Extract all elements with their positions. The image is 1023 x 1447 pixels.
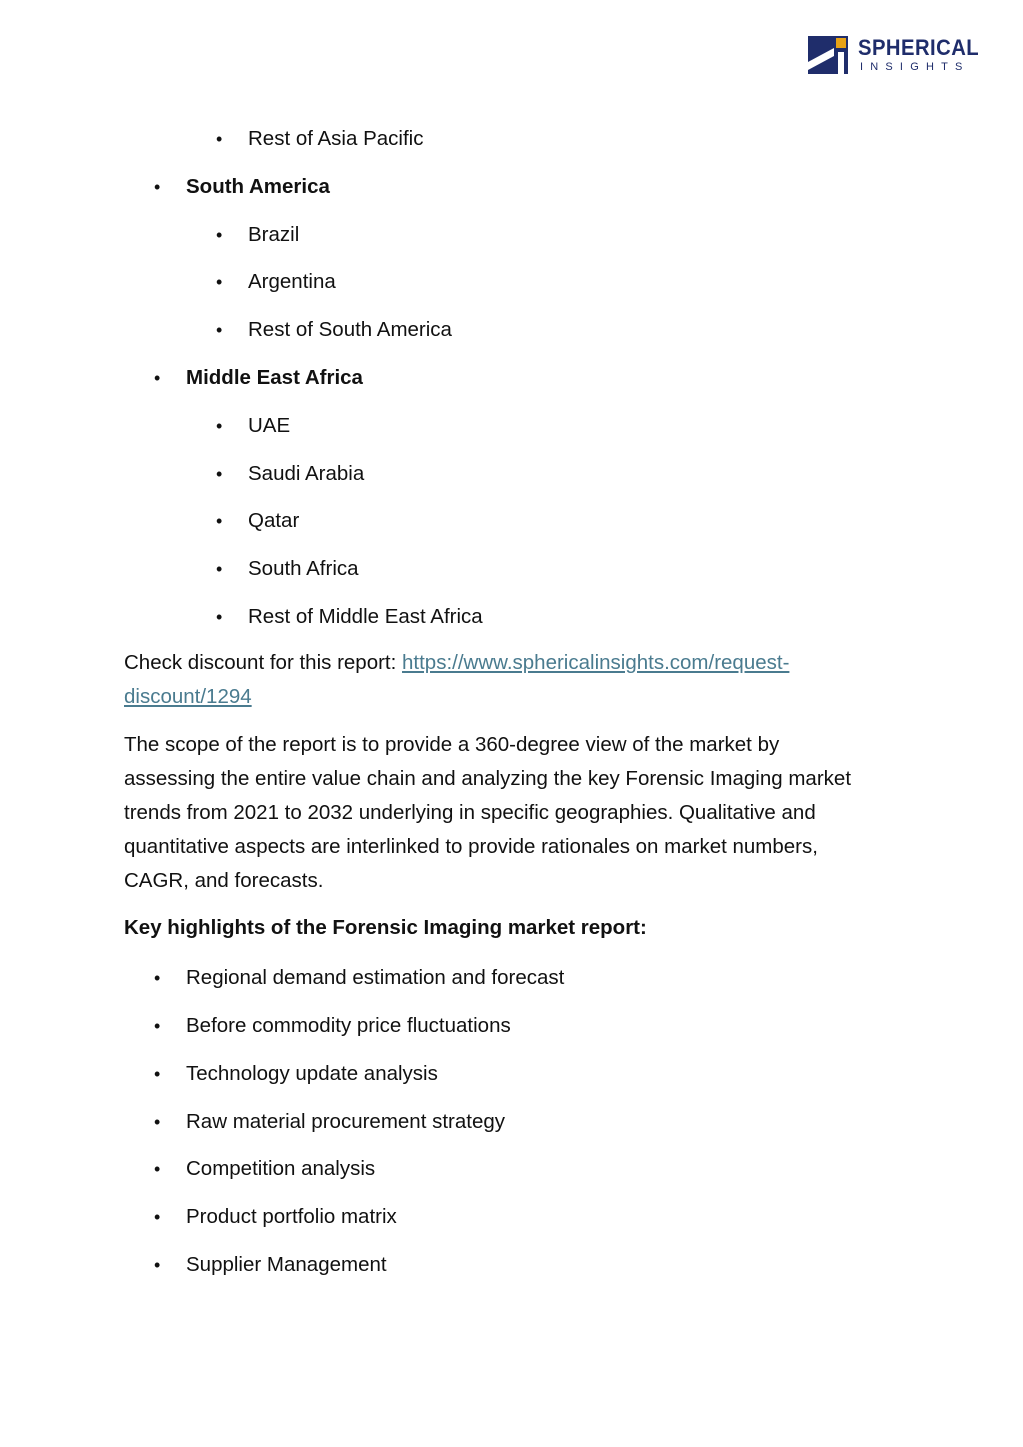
list-item-label: UAE xyxy=(248,413,291,437)
list-item xyxy=(124,598,904,646)
list-item xyxy=(124,1246,904,1294)
discount-url-part2: discount/1294 xyxy=(124,684,252,708)
bullet-icon: • xyxy=(216,511,223,532)
bullet-icon: • xyxy=(216,320,223,341)
region-middle-east-africa xyxy=(124,359,904,407)
list-item xyxy=(124,959,904,1007)
bullet-icon: • xyxy=(154,176,161,197)
list-item xyxy=(124,263,904,311)
scope-line: trends from 2021 to 2032 underlying in specific geographies. Qualitative and xyxy=(124,800,816,824)
list-item-label: Supplier Management xyxy=(186,1252,387,1276)
bullet-icon: • xyxy=(154,1207,161,1228)
list-item-label: Product portfolio matrix xyxy=(186,1205,397,1229)
bullet-icon: • xyxy=(154,1111,161,1132)
list-item xyxy=(124,1055,904,1103)
bullet-icon: • xyxy=(216,559,223,580)
list-item xyxy=(124,1103,904,1151)
list-item-label: Argentina xyxy=(248,270,336,294)
list-item xyxy=(124,1198,904,1246)
logo-mark-icon xyxy=(808,36,848,74)
region-south-america xyxy=(124,168,904,216)
scope-line: The scope of the report is to provide a 360-degree view of the market by xyxy=(124,732,780,756)
list-item xyxy=(124,455,904,503)
list-item-label: Rest of Asia Pacific xyxy=(248,127,424,150)
bullet-icon: • xyxy=(216,129,223,149)
region-label: Middle East Africa xyxy=(186,365,363,389)
list-item-label: Technology update analysis xyxy=(186,1061,438,1085)
document-body xyxy=(124,120,904,1294)
list-item-label: Raw material procurement strategy xyxy=(186,1109,506,1133)
discount-url-part1: https://www.sphericalinsights.com/request- xyxy=(402,650,790,674)
list-item xyxy=(124,1007,904,1055)
list-item-label: South Africa xyxy=(248,557,359,581)
list-item-label: Brazil xyxy=(248,222,300,246)
list-item xyxy=(124,502,904,550)
logo-subtitle: INSIGHTS xyxy=(860,61,970,73)
bullet-icon: • xyxy=(216,606,223,627)
list-item-label: Qatar xyxy=(248,509,300,533)
bullet-icon: • xyxy=(154,1254,161,1275)
bullet-icon: • xyxy=(216,463,223,484)
bullet-icon: • xyxy=(216,415,223,436)
list-item xyxy=(124,120,904,168)
highlights-heading: Key highlights of the Forensic Imaging market report: xyxy=(124,916,647,940)
list-item-label: Competition analysis xyxy=(186,1157,376,1181)
bullet-icon: • xyxy=(154,367,161,388)
discount-paragraph xyxy=(124,646,904,714)
discount-prefix: Check discount for this report: xyxy=(124,650,403,674)
bullet-icon: • xyxy=(154,1159,161,1180)
bullet-icon: • xyxy=(216,272,223,293)
logo-wordmark: SPHERICAL xyxy=(858,35,980,60)
list-item-label: Rest of Middle East Africa xyxy=(248,604,483,628)
list-item xyxy=(124,216,904,264)
list-item xyxy=(124,550,904,598)
bullet-icon: • xyxy=(154,968,161,989)
bullet-icon: • xyxy=(154,1015,161,1036)
spherical-insights-logo xyxy=(808,36,988,76)
region-label: South America xyxy=(186,174,330,198)
list-item-label: Regional demand estimation and forecast xyxy=(186,966,565,990)
scope-line: assessing the entire value chain and analyzing the key Forensic Imaging market xyxy=(124,766,852,790)
list-item-label: Saudi Arabia xyxy=(248,461,365,485)
list-item-label: Before commodity price fluctuations xyxy=(186,1013,511,1037)
bullet-icon: • xyxy=(216,224,223,245)
bullet-icon: • xyxy=(154,1063,161,1084)
scope-line: CAGR, and forecasts. xyxy=(124,868,324,892)
scope-line: quantitative aspects are interlinked to provide rationales on market numbers, xyxy=(124,834,818,858)
list-item xyxy=(124,1150,904,1198)
list-item-label: Rest of South America xyxy=(248,318,452,342)
list-item xyxy=(124,407,904,455)
scope-paragraph xyxy=(124,728,904,898)
list-item xyxy=(124,311,904,359)
